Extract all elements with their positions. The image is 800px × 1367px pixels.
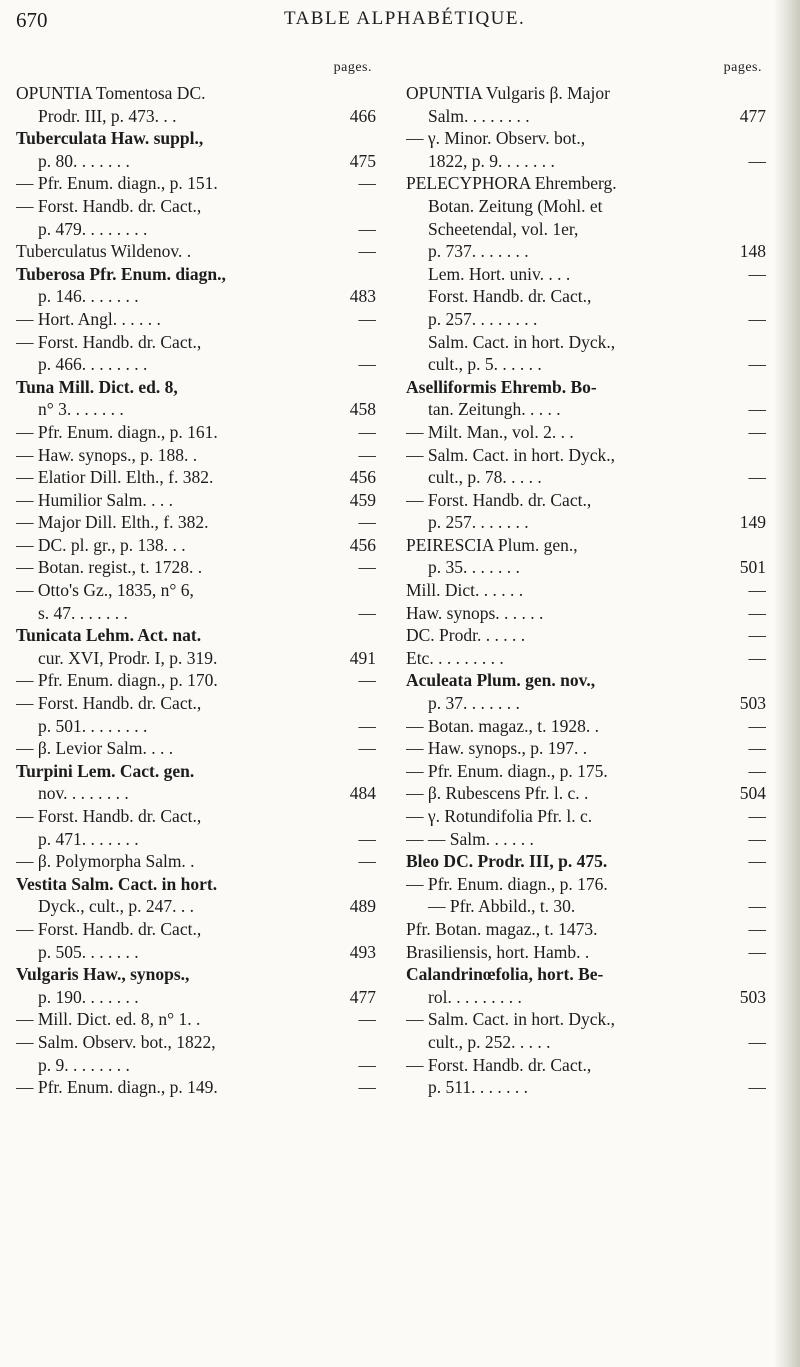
index-line	[406, 398, 766, 421]
index-line-text: p. 479. . . . . . . .	[38, 218, 148, 239]
index-line	[16, 511, 376, 534]
index-line-page	[338, 195, 376, 218]
index-line-page: —	[358, 512, 376, 533]
running-title: TABLE ALPHABÉTIQUE.	[284, 8, 526, 29]
index-line-text: Botan. Zeitung (Mohl. et	[428, 195, 603, 216]
index-line-text: — Humilior Salm. . . .	[16, 489, 174, 510]
index-line	[16, 421, 376, 444]
index-line-text: — β. Levior Salm. . . .	[16, 738, 174, 759]
index-line	[16, 398, 376, 421]
index-line-text: Tunicata Lehm. Act. nat.	[16, 625, 202, 646]
index-line-page: —	[358, 1077, 376, 1098]
index-line-text: cult., p. 78. . . . .	[428, 467, 542, 488]
index-line-text: p. 257. . . . . . . .	[428, 308, 538, 329]
index-line-text: rol. . . . . . . . .	[428, 986, 522, 1007]
index-line	[406, 105, 766, 128]
index-line	[16, 602, 376, 625]
index-line	[16, 1076, 376, 1099]
index-line-text: Tuberculatus Wildenov. .	[16, 241, 192, 262]
index-line-text: — Forst. Handb. dr. Cact.,	[16, 693, 202, 714]
index-line	[406, 941, 766, 964]
index-line-page: —	[358, 851, 376, 872]
index-line	[16, 963, 376, 986]
index-line-text: 1822, p. 9. . . . . . .	[428, 150, 555, 171]
index-line	[406, 579, 766, 602]
index-line-text: Mill. Dict. . . . . .	[406, 580, 524, 601]
index-line	[16, 556, 376, 579]
index-line-text: — Pfr. Enum. diagn., p. 151.	[16, 173, 218, 194]
index-line	[16, 172, 376, 195]
index-line	[406, 285, 766, 308]
index-line-text: — Forst. Handb. dr. Cact.,	[16, 195, 202, 216]
index-line	[16, 782, 376, 805]
index-line-text: — Salm. Cact. in hort. Dyck.,	[406, 1009, 616, 1030]
index-line	[406, 760, 766, 783]
index-line-text: cult., p. 252. . . . .	[428, 1031, 551, 1052]
index-line	[406, 782, 766, 805]
index-line-page: —	[748, 150, 766, 171]
index-line-text: — Otto's Gz., 1835, n° 6,	[16, 580, 194, 601]
index-line-page: —	[748, 421, 766, 442]
index-line	[16, 466, 376, 489]
index-line	[16, 1031, 376, 1054]
index-line-text: p. 190. . . . . . .	[38, 986, 139, 1007]
index-line-text: p. 37. . . . . . .	[428, 693, 520, 714]
index-line-page: —	[358, 557, 376, 578]
index-line	[406, 715, 766, 738]
index-line-page	[338, 692, 376, 715]
index-line	[406, 1076, 766, 1099]
index-line	[16, 331, 376, 354]
index-line	[406, 240, 766, 263]
index-line	[16, 873, 376, 896]
index-line	[16, 353, 376, 376]
index-line-page: 489	[349, 896, 376, 917]
index-line-page	[338, 1031, 376, 1054]
index-line-text: p. 737. . . . . . .	[428, 241, 529, 262]
index-line	[406, 986, 766, 1009]
index-line-page: —	[748, 602, 766, 623]
index-line-page: —	[358, 218, 376, 239]
index-column-left	[16, 60, 376, 1099]
index-line	[406, 805, 766, 828]
index-line-text: — — Salm. . . . . .	[406, 828, 534, 849]
index-line-page: 484	[349, 783, 376, 804]
index-line-page: 458	[349, 399, 376, 420]
index-line	[16, 489, 376, 512]
index-line-page: —	[358, 738, 376, 759]
index-line	[16, 1008, 376, 1031]
index-line-text: Forst. Handb. dr. Cact.,	[428, 286, 592, 307]
index-line-page	[728, 489, 766, 512]
index-line-text: p. 9. . . . . . . .	[38, 1054, 130, 1075]
index-line	[16, 240, 376, 263]
index-line	[406, 873, 766, 896]
index-line-page: 456	[349, 467, 376, 488]
index-line-text: — Salm. Observ. bot., 1822,	[16, 1031, 216, 1052]
index-line-page	[728, 444, 766, 467]
index-line-page	[338, 331, 376, 354]
index-line-text: Pfr. Botan. magaz., t. 1473.	[406, 918, 598, 939]
index-line-page: —	[358, 602, 376, 623]
index-line-text: — Pfr. Enum. diagn., p. 176.	[406, 873, 608, 894]
index-line	[406, 669, 766, 692]
index-line	[406, 1054, 766, 1077]
index-line	[16, 986, 376, 1009]
index-line-page: 501	[739, 557, 766, 578]
index-entries	[406, 82, 766, 1099]
index-line	[406, 150, 766, 173]
index-line-page: —	[748, 625, 766, 646]
index-line-page: —	[748, 1031, 766, 1052]
index-line-text: — Elatior Dill. Elth., f. 382.	[16, 467, 214, 488]
index-line-text: — Forst. Handb. dr. Cact.,	[406, 1054, 592, 1075]
index-line-text: Vestita Salm. Cact. in hort.	[16, 873, 218, 894]
index-line	[406, 511, 766, 534]
index-line	[16, 805, 376, 828]
index-line-text: Scheetendal, vol. 1er,	[428, 218, 579, 239]
index-line-page: 477	[739, 105, 766, 126]
index-line-page	[728, 1008, 766, 1031]
index-line	[16, 1054, 376, 1077]
index-line	[406, 1031, 766, 1054]
index-line	[16, 534, 376, 557]
index-line-text: — Forst. Handb. dr. Cact.,	[16, 918, 202, 939]
index-line-text: p. 146. . . . . . .	[38, 286, 139, 307]
index-line-text: s. 47. . . . . . .	[38, 602, 128, 623]
index-line	[406, 963, 766, 986]
index-line	[406, 647, 766, 670]
index-line	[406, 624, 766, 647]
index-line	[16, 941, 376, 964]
index-line-text: cur. XVI, Prodr. I, p. 319.	[38, 647, 218, 668]
index-line-text: Aculeata Plum. gen. nov.,	[406, 670, 596, 691]
index-line-text: Brasiliensis, hort. Hamb. .	[406, 941, 590, 962]
index-line-page	[338, 918, 376, 941]
index-entries	[16, 82, 376, 1099]
index-line-text: Tuberculata Haw. suppl.,	[16, 128, 204, 149]
index-line	[406, 692, 766, 715]
index-column-right	[406, 60, 766, 1099]
index-line	[406, 195, 766, 218]
index-line-page: 148	[739, 241, 766, 262]
index-line-page: 503	[739, 986, 766, 1007]
index-line-text: — Pfr. Abbild., t. 30.	[428, 896, 576, 917]
index-line	[16, 105, 376, 128]
index-line-text: — β. Polymorpha Salm. .	[16, 851, 195, 872]
index-line-text: cult., p. 5. . . . . .	[428, 354, 542, 375]
index-line-text: PEIRESCIA Plum. gen.,	[406, 534, 578, 555]
index-line	[406, 331, 766, 354]
index-line	[16, 624, 376, 647]
index-line-text: — γ. Minor. Observ. bot.,	[406, 128, 586, 149]
index-line-text: — Hort. Angl. . . . . .	[16, 308, 161, 329]
index-line-page	[728, 82, 766, 105]
index-line-page: —	[358, 670, 376, 691]
index-line-text: — γ. Rotundifolia Pfr. l. c.	[406, 806, 593, 826]
index-line-page: —	[748, 1077, 766, 1098]
index-line-page: —	[358, 421, 376, 442]
index-line	[406, 376, 766, 399]
index-line-text: — Major Dill. Elth., f. 382.	[16, 512, 209, 533]
index-line-page: 475	[349, 150, 376, 171]
index-line	[406, 556, 766, 579]
index-line-page: —	[748, 263, 766, 284]
index-line-text: Etc. . . . . . . . .	[406, 647, 504, 668]
index-line-page: —	[748, 851, 766, 872]
index-line	[16, 669, 376, 692]
index-line-page	[338, 873, 376, 896]
index-line-page: —	[748, 715, 766, 736]
index-line-page: —	[358, 308, 376, 329]
index-line-text: Bleo DC. Prodr. III, p. 475.	[406, 851, 608, 872]
index-line-page: 491	[349, 647, 376, 668]
index-line-text: p. 35. . . . . . .	[428, 557, 520, 578]
pages-column-label: pages.	[333, 60, 372, 75]
index-line-page: —	[748, 760, 766, 781]
index-line	[406, 737, 766, 760]
index-line	[406, 444, 766, 467]
index-line-page: —	[358, 173, 376, 194]
index-line	[406, 308, 766, 331]
index-line-page	[338, 579, 376, 602]
index-line-text: p. 511. . . . . . .	[428, 1077, 528, 1098]
index-line-page	[728, 127, 766, 150]
index-line-page: 477	[349, 986, 376, 1007]
index-line-page: —	[748, 828, 766, 849]
index-line-page: 466	[349, 105, 376, 126]
index-line-page: —	[748, 580, 766, 601]
index-line	[406, 218, 766, 241]
index-line-text: — Forst. Handb. dr. Cact.,	[16, 331, 202, 352]
index-line-text: Prodr. III, p. 473. . .	[38, 105, 177, 126]
index-line-text: — Pfr. Enum. diagn., p. 161.	[16, 421, 218, 442]
index-line	[406, 918, 766, 941]
index-line-page	[728, 195, 766, 218]
index-line-text: Lem. Hort. univ. . . .	[428, 263, 571, 284]
index-line	[406, 850, 766, 873]
index-line	[406, 127, 766, 150]
index-line-text: — Mill. Dict. ed. 8, n° 1. .	[16, 1009, 201, 1030]
index-line-page: 149	[739, 512, 766, 533]
index-line	[16, 82, 376, 105]
index-line-text: p. 80. . . . . . .	[38, 150, 130, 171]
index-line-page: 456	[349, 534, 376, 555]
index-line	[406, 489, 766, 512]
index-line-text: Salm. Cact. in hort. Dyck.,	[428, 331, 616, 352]
index-line-page: —	[358, 241, 376, 262]
index-line-page: —	[748, 806, 766, 826]
index-line	[406, 534, 766, 557]
index-line-text: — Botan. magaz., t. 1928. .	[406, 715, 599, 736]
index-line-text: PELECYPHORA Ehremberg.	[406, 173, 617, 194]
index-line	[16, 195, 376, 218]
page-edge-shadow	[774, 0, 800, 1367]
index-line	[16, 760, 376, 783]
index-line-text: Turpini Lem. Cact. gen.	[16, 760, 195, 781]
index-line	[406, 895, 766, 918]
index-line-text: OPUNTIA Tomentosa DC.	[16, 83, 206, 103]
index-line-page: —	[748, 918, 766, 939]
index-line-page: —	[748, 467, 766, 488]
index-line	[16, 308, 376, 331]
index-line	[16, 285, 376, 308]
index-line-text: p. 471. . . . . . .	[38, 828, 139, 849]
index-line	[406, 421, 766, 444]
index-line-text: — Pfr. Enum. diagn., p. 170.	[16, 670, 218, 691]
index-line	[16, 376, 376, 399]
index-line	[406, 353, 766, 376]
index-line-text: p. 257. . . . . . .	[428, 512, 529, 533]
index-line	[16, 218, 376, 241]
index-line-text: — DC. pl. gr., p. 138. . .	[16, 534, 186, 555]
index-line	[16, 692, 376, 715]
index-line-page	[338, 127, 376, 150]
index-line-page: —	[748, 738, 766, 759]
index-line-page	[728, 218, 766, 241]
index-line-text: n° 3. . . . . . .	[38, 399, 124, 420]
index-line	[16, 444, 376, 467]
index-line	[406, 82, 766, 105]
index-line-page	[728, 285, 766, 308]
index-line-page	[338, 760, 376, 783]
index-line-page: 483	[349, 286, 376, 307]
index-line-page: —	[748, 941, 766, 962]
index-line-text: Aselliformis Ehremb. Bo-	[406, 376, 597, 397]
index-line-page: 503	[739, 693, 766, 714]
index-line	[16, 647, 376, 670]
index-line-page	[338, 82, 376, 105]
index-line-text: nov. . . . . . . .	[38, 783, 129, 804]
page-number: 670	[16, 8, 48, 32]
index-line-page	[338, 805, 376, 828]
index-line	[406, 172, 766, 195]
index-line-text: — β. Rubescens Pfr. l. c. .	[406, 783, 589, 804]
index-line-text: Tuberosa Pfr. Enum. diagn.,	[16, 263, 226, 284]
index-line	[406, 263, 766, 286]
index-line-page	[728, 669, 766, 692]
index-line-page	[728, 376, 766, 399]
index-line	[16, 150, 376, 173]
index-line-text: OPUNTIA Vulgaris β. Major	[406, 83, 610, 103]
index-line-page: —	[358, 444, 376, 465]
index-line-text: Haw. synops. . . . . .	[406, 602, 544, 623]
index-line-text: p. 501. . . . . . . .	[38, 715, 148, 736]
index-line	[16, 715, 376, 738]
index-line-page: —	[358, 1009, 376, 1030]
index-line	[16, 895, 376, 918]
index-line-text: — Pfr. Enum. diagn., p. 175.	[406, 760, 608, 781]
index-line-text: p. 466. . . . . . . .	[38, 354, 148, 375]
index-line-text: — Forst. Handb. dr. Cact.,	[16, 806, 202, 826]
index-line	[16, 828, 376, 851]
index-line	[406, 466, 766, 489]
index-line-text: — Haw. synops., p. 197. .	[406, 738, 588, 759]
index-line-page: —	[748, 354, 766, 375]
index-line-page	[338, 376, 376, 399]
index-line-page	[728, 1054, 766, 1077]
index-line-page	[728, 534, 766, 557]
index-line-text: Vulgaris Haw., synops.,	[16, 964, 190, 985]
index-line	[16, 127, 376, 150]
index-line-page: —	[358, 1054, 376, 1075]
index-line-page: —	[748, 399, 766, 420]
index-line	[406, 602, 766, 625]
index-line-text: — Pfr. Enum. diagn., p. 149.	[16, 1077, 218, 1098]
index-line-page: 504	[739, 783, 766, 804]
index-line-text: Tuna Mill. Dict. ed. 8,	[16, 376, 178, 397]
index-line-text: — Haw. synops., p. 188. .	[16, 444, 198, 465]
index-line-page: —	[748, 896, 766, 917]
index-line-text: — Forst. Handb. dr. Cact.,	[406, 489, 592, 510]
index-line	[16, 737, 376, 760]
index-line-page: —	[358, 715, 376, 736]
index-line	[406, 1008, 766, 1031]
index-line-page	[338, 263, 376, 286]
pages-column-label: pages.	[723, 60, 762, 75]
index-line-page: —	[748, 308, 766, 329]
index-line	[406, 828, 766, 851]
index-line-page: —	[358, 828, 376, 849]
index-line-text: Dyck., cult., p. 247. . .	[38, 896, 195, 917]
index-line-text: — Salm. Cact. in hort. Dyck.,	[406, 444, 616, 465]
index-line-page: 493	[349, 941, 376, 962]
index-line-text: DC. Prodr. . . . . .	[406, 625, 526, 646]
index-line-page	[728, 963, 766, 986]
index-line	[16, 579, 376, 602]
index-line-text: — Milt. Man., vol. 2. . .	[406, 421, 574, 442]
index-line	[16, 918, 376, 941]
index-line	[16, 263, 376, 286]
index-line	[16, 850, 376, 873]
index-line-page	[728, 331, 766, 354]
index-line-page: —	[358, 354, 376, 375]
index-line-text: Salm. . . . . . . .	[428, 105, 530, 126]
index-line-page	[728, 172, 766, 195]
index-line-page	[728, 873, 766, 896]
index-line-text: tan. Zeitungh. . . . .	[428, 399, 561, 420]
index-line-page: 459	[349, 489, 376, 510]
index-line-text: p. 505. . . . . . .	[38, 941, 139, 962]
index-line-page	[338, 624, 376, 647]
index-line-page	[338, 963, 376, 986]
index-line-page: —	[748, 647, 766, 668]
index-line-text: Calandrinœfolia, hort. Be-	[406, 964, 604, 985]
index-line-text: — Botan. regist., t. 1728. .	[16, 557, 203, 578]
